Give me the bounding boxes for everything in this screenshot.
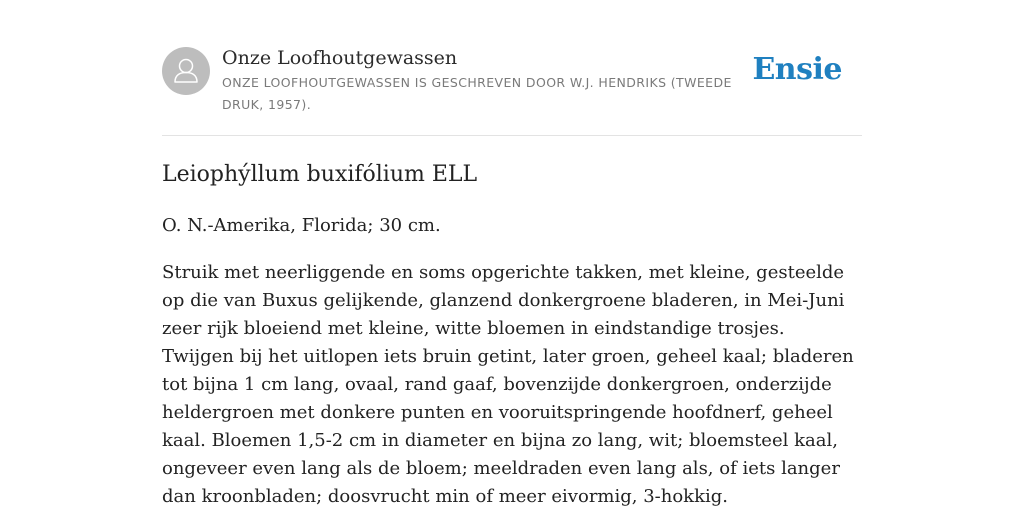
divider [162, 135, 862, 136]
entry-paragraph-origin: O. N.-Amerika, Florida; 30 cm. [162, 215, 441, 236]
source-title[interactable]: Onze Loofhoutgewassen [222, 47, 458, 69]
entry-title: Leiophýllum buxifólium ELL [162, 162, 478, 187]
user-avatar-icon[interactable] [162, 47, 210, 95]
source-description: ONZE LOOFHOUTGEWASSEN IS GESCHREVEN DOOR W.J. HENDRIKS (TWEEDE DRUK, 1957). [222, 75, 732, 112]
brand-logo[interactable]: Ensie [752, 52, 842, 87]
entry-paragraph-description: Struik met neerliggende en soms opgerichte takken, met kleine, gesteelde op die van Buxus gelijkende, glanzend donkergroene bladeren, in Mei-Juni zeer rijk bloeiend met kleine, witte bloemen in eindstandige trosjes. Twijgen bij het uitlopen iets bruin getint, later groen, geheel kaal; bladeren tot bijna 1 cm lang, ovaal, rand gaaf, bovenzijde donkergroen, onderzijde heldergroen met donkere punten en vooruitspringende hoofdnerf, geheel kaal. Bloemen 1,5-2 cm in diameter en bijna zo lang, wit; bloemsteel kaal, ongeveer even lang als de bloem; meeldraden even lang als, of iets langer dan kroonbladen; doosvrucht min of meer eivormig, 3-hokkig. [162, 262, 854, 507]
source-header [162, 46, 862, 136]
